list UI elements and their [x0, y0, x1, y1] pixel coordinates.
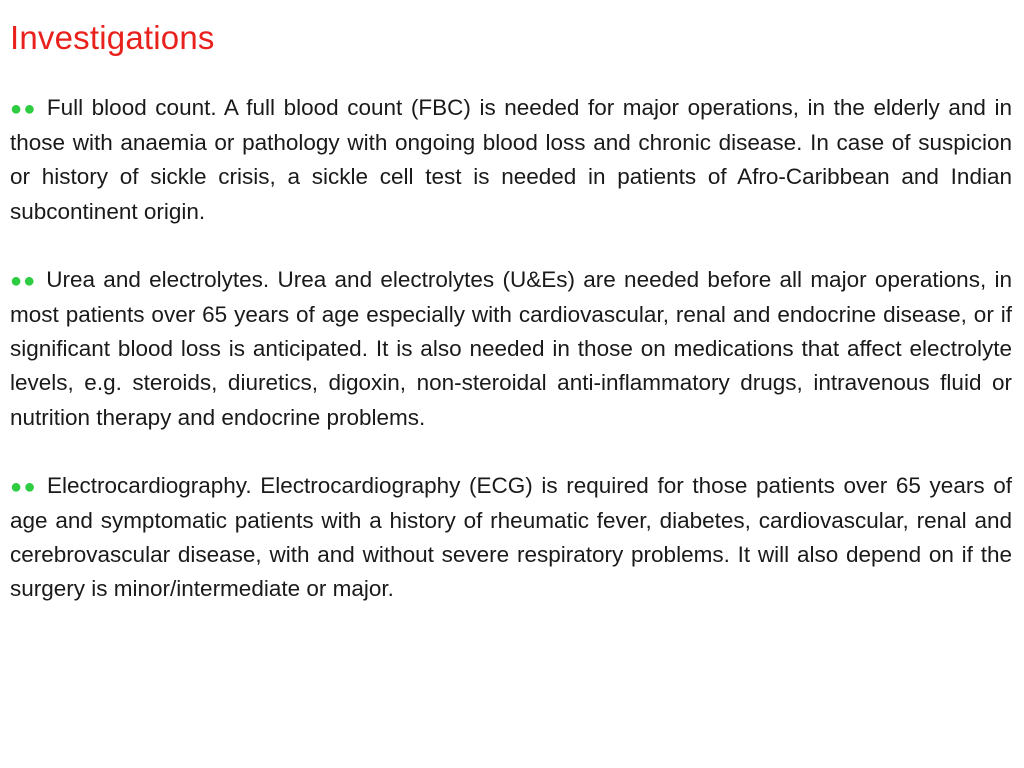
paragraph-text: Urea and electrolytes. Urea and electrolytes (U&Es) are needed before all major operations, in most patients over 65 years of age especially with cardiovascular, renal and endocrine disease, or if significant blood loss is anticipated. It is also needed in those on medications that affect electrolyte levels, e.g. steroids, diuretics, digoxin, non-steroidal anti-inflammatory drugs, intravenous fluid or nutrition therapy and endocrine problems. [10, 266, 1012, 430]
bullet-icon: ●● [10, 269, 37, 292]
slide-body [10, 91, 1012, 641]
paragraph-urea-electrolytes [10, 263, 1012, 435]
bullet-icon: ●● [10, 475, 37, 498]
slide-title: Investigations [10, 19, 215, 56]
paragraph-full-blood-count [10, 91, 1012, 229]
paragraph-text: Electrocardiography. Electrocardiography (ECG) is required for those patients over 65 years of age and symptomatic patients with a history of rheumatic fever, diabetes, cardiovascular, renal and cerebrovascular disease, with and without severe respiratory problems. It will also depend on if the surgery is minor/intermediate or major. [10, 472, 1012, 602]
paragraph-text: Full blood count. A full blood count (FBC) is needed for major operations, in the elderly and in those with anaemia or pathology with ongoing blood loss and chronic disease. In case of suspicion or history of sickle crisis, a sickle cell test is needed in patients of Afro-Caribbean and Indian subcontinent origin. [10, 95, 1012, 224]
bullet-icon: ●● [10, 98, 37, 120]
paragraph-electrocardiography [10, 469, 1012, 607]
